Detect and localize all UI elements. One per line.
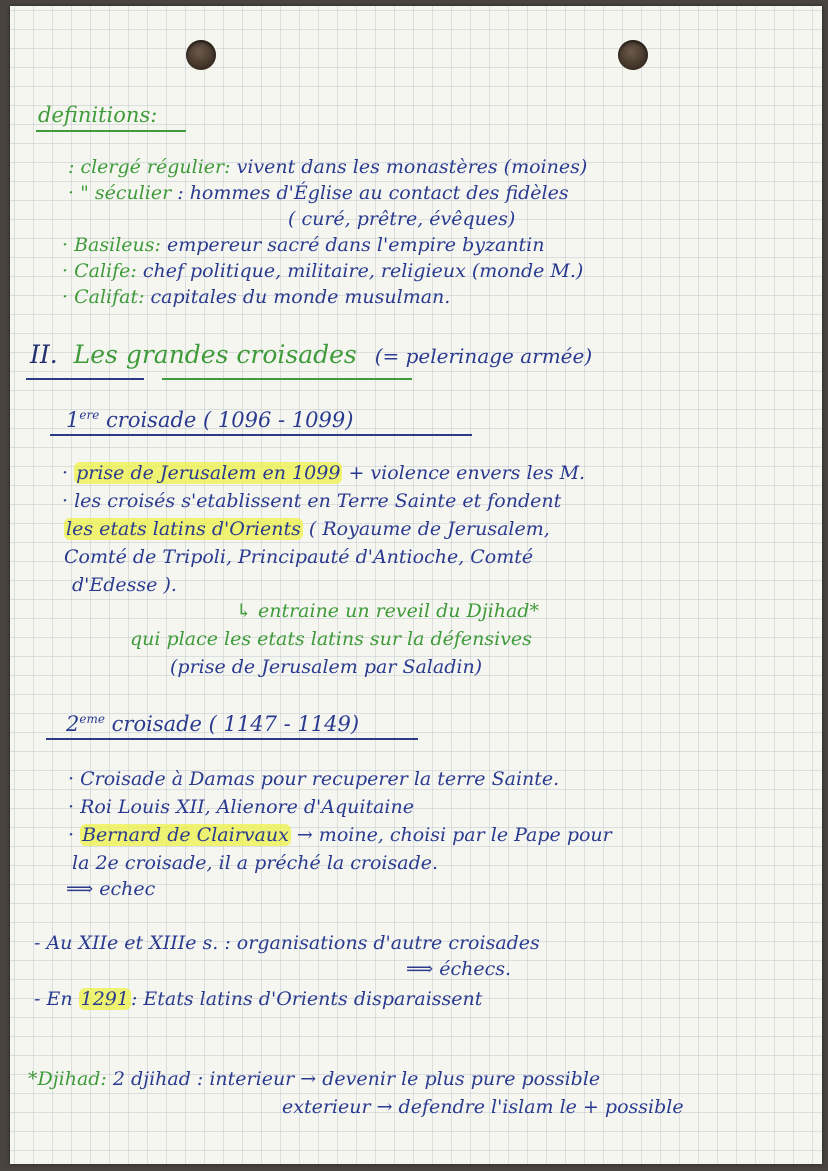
definition-seculier-examples: ( curé, prêtre, évêques) bbox=[288, 208, 516, 230]
definition-califat: · Califat: capitales du monde musulman. bbox=[62, 286, 451, 308]
crusade1-bullet2-line2: les etats latins d'Orients ( Royaume de Jerusalem, bbox=[66, 518, 550, 540]
definition-basileus: · Basileus: empereur sacré dans l'empire byzantin bbox=[62, 234, 545, 256]
crusade1-heading: 1ere croisade ( 1096 - 1099) bbox=[66, 408, 354, 432]
crusade1-bullet2-line1: · les croisés s'etablissent en Terre Sainte et fondent bbox=[62, 490, 562, 512]
section-heading: II. Les grandes croisades (= pelerinage armée) bbox=[30, 340, 593, 369]
crusade2-bullet1: · Croisade à Damas pour recuperer la terre Sainte. bbox=[68, 768, 560, 790]
crusade2-bullet3-line2: la 2e croisade, il a préché la croisade. bbox=[72, 852, 439, 874]
crusade1-bullet2-line3: Comté de Tripoli, Principauté d'Antioche, Comté bbox=[64, 546, 534, 568]
later-crusades-line2: ⟹ échecs. bbox=[406, 958, 512, 980]
later-crusades-line1: - Au XIIe et XIIIe s. : organisations d'autre croisades bbox=[34, 932, 540, 954]
crusade1-bullet2-line4: d'Edesse ). bbox=[72, 574, 177, 596]
notebook-page bbox=[10, 6, 822, 1164]
crusade2-bullet2: · Roi Louis XII, Alienore d'Aquitaine bbox=[68, 796, 414, 818]
section-title-underline bbox=[162, 378, 412, 380]
crusade1-consequence-line2: qui place les etats latins sur la défensives bbox=[130, 628, 532, 650]
crusade1-bullet1: · prise de Jerusalem en 1099 + violence envers les M. bbox=[62, 462, 586, 484]
djihad-note-line2: exterieur → defendre l'islam le + possible bbox=[282, 1096, 684, 1118]
crusade1-underline bbox=[50, 434, 472, 436]
definition-clerge-regulier: : clergé régulier: vivent dans les monastères (moines) bbox=[68, 156, 588, 178]
later-crusades-line3: - En 1291 : Etats latins d'Orients disparaissent bbox=[34, 988, 483, 1010]
definitions-heading: definitions: bbox=[38, 103, 158, 127]
djihad-note-line1: *Djihad: 2 djihad : interieur → devenir le plus pure possible bbox=[28, 1068, 601, 1090]
definition-calife: · Calife: chef politique, militaire, religieux (monde M.) bbox=[62, 260, 584, 282]
section-number-underline bbox=[26, 378, 144, 380]
binder-hole-left bbox=[186, 40, 216, 70]
binder-hole-right bbox=[618, 40, 648, 70]
crusade1-consequence-line3: (prise de Jerusalem par Saladin) bbox=[170, 656, 483, 678]
crusade2-outcome: ⟹ echec bbox=[66, 878, 156, 900]
crusade2-heading: 2eme croisade ( 1147 - 1149) bbox=[66, 712, 360, 736]
definition-clerge-seculier: · " séculier : hommes d'Église au contact des fidèles bbox=[68, 182, 569, 204]
crusade1-consequence-line1: ↳ entraine un reveil du Djihad* bbox=[236, 600, 539, 622]
crusade2-underline bbox=[46, 738, 418, 740]
definitions-underline bbox=[36, 130, 186, 132]
crusade2-bullet3: · Bernard de Clairvaux → moine, choisi par le Pape pour bbox=[68, 824, 612, 846]
